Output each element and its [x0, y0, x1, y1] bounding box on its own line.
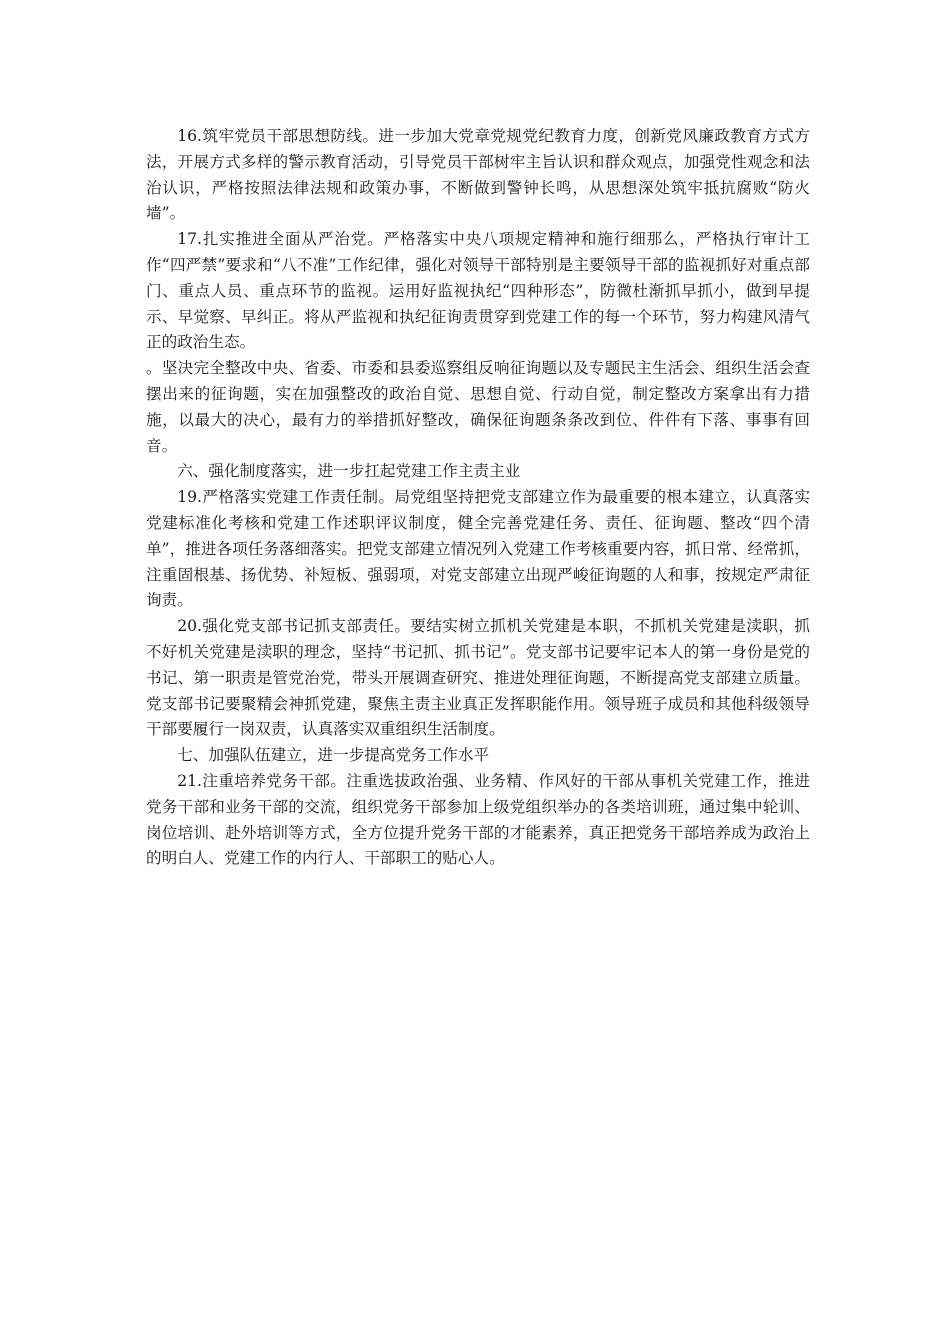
- section-heading-7: 七、加强队伍建立，进一步提高党务工作水平: [177, 746, 490, 765]
- paragraph-17: 17.扎实推进全面从严治党。严格落实中央八项规定精神和施行细那么，严格执行审计工作“四严禁”要求和“八不准”工作纪律，强化对领导干部特别是主要领导干部的监视抓好对重点部门、重点人员、重点环节的监视。运用好监视执纪“四种形态”，防微杜渐抓早抓小，做到早提示、早觉察、早纠正。将从严监视和执纪征询责贯穿到党建工作的每一个环节，努力构建风清气正的政治生态。: [146, 230, 810, 352]
- paragraph-19: 19.严格落实党建工作责任制。局党组坚持把党支部建立作为最重要的根本建立，认真落实党建标准化考核和党建工作述职评议制度，健全完善党建任务、责任、征询题、整改“四个清单”，推进各项任务落细落实。把党支部建立情况列入党建工作考核重要内容，抓日常、经常抓，注重固根基、扬优势、补短板、强弱项，对党支部建立出现严峻征询题的人和事，按规定严肃征询责。: [146, 488, 810, 610]
- paragraph-16: 16.筑牢党员干部思想防线。进一步加大党章党规党纪教育力度，创新党风廉政教育方式方法，开展方式多样的警示教育活动，引导党员干部树牢主旨认识和群众观点，加强党性观念和法治认识，严格按照法律法规和政策办事，不断做到警钟长鸣，从思想深处筑牢抵抗腐败“防火墙”。: [146, 127, 810, 223]
- paragraph-21: 21.注重培养党务干部。注重选拔政治强、业务精、作风好的干部从事机关党建工作，推进党务干部和业务干部的交流，组织党务干部参加上级党组织举办的各类培训班，通过集中轮训、岗位培训、赴外培训等方式，全方位提升党务干部的才能素养，真正把党务干部培养成为政治上的明白人、党建工作的内行人、干部职工的贴心人。: [146, 771, 810, 868]
- document-body: [146, 124, 810, 872]
- paragraph-18-fragment: 。坚决完全整改中央、省委、市委和县委巡察组反响征询题以及专题民主生活会、组织生活会查摆出来的征询题，实在加强整改的政治自觉、思想自觉、行动自觉，制定整改方案拿出有力措施，以最大的决心，最有力的举措抓好整改，确保征询题条条改到位、件件有下落、事事有回音。: [146, 359, 810, 455]
- paragraph-20: 20.强化党支部书记抓支部责任。要结实树立抓机关党建是本职，不抓机关党建是渎职，抓不好机关党建是渎职的理念，坚持“书记抓、抓书记”。党支部书记要牢记本人的第一身份是党的书记、第一职责是管党治党，带头开展调查研究、推进处理征询题，不断提高党支部建立质量。党支部书记要聚精会神抓党建，聚焦主责主业真正发挥职能作用。领导班子成员和其他科级领导干部要履行一岗双责，认真落实双重组织生活制度。: [146, 617, 810, 739]
- section-heading-6: 六、强化制度落实，进一步扛起党建工作主责主业: [177, 462, 521, 481]
